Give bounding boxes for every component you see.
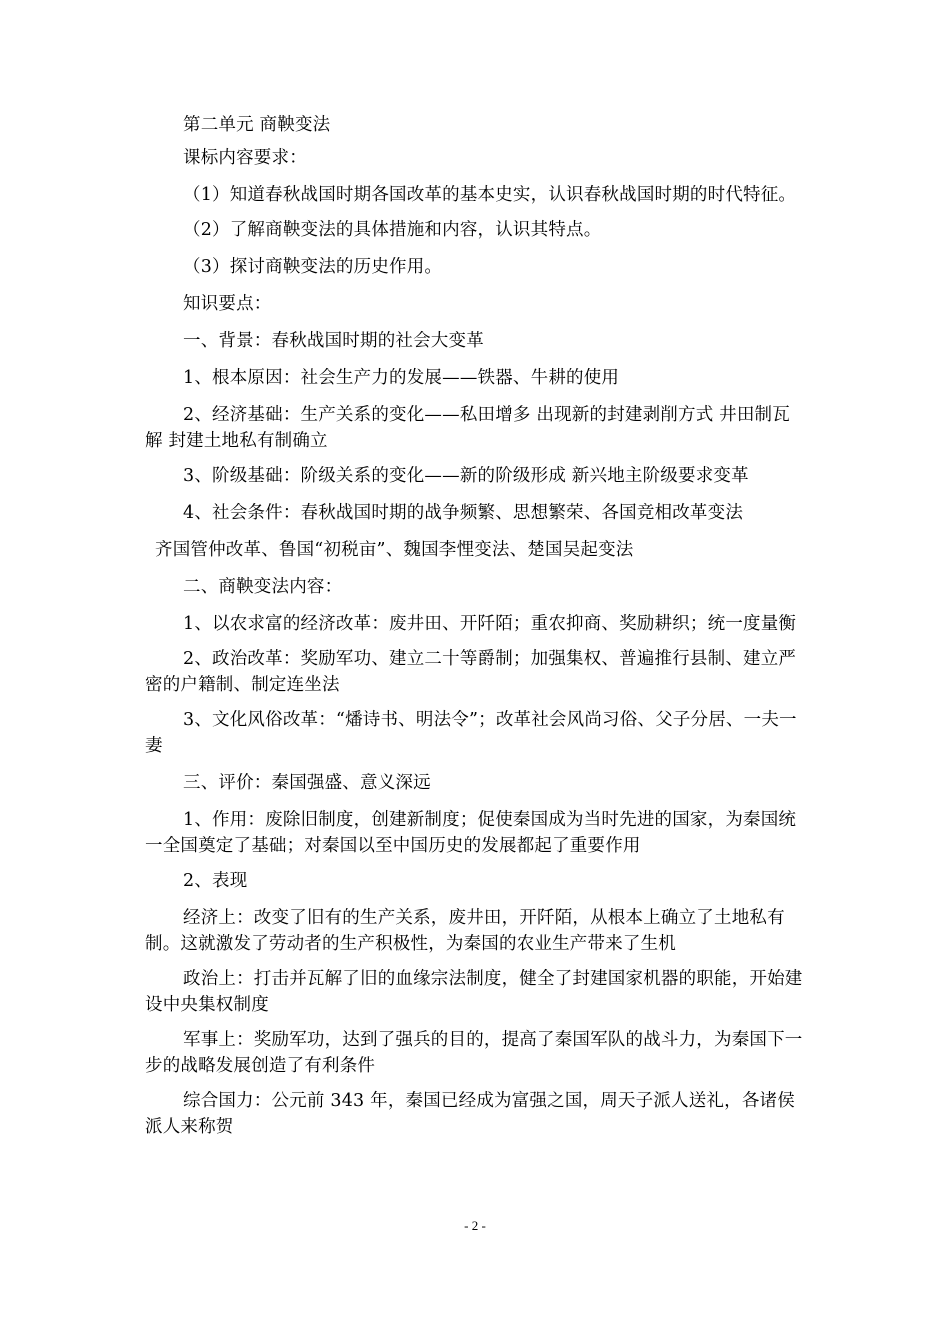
content-point-3: 3、文化风俗改革：“燔诗书、明法令”；改革社会风尚习俗、父子分居、一夫一妻	[145, 710, 797, 756]
background-point-1: 1、根本原因：社会生产力的发展——铁器、牛耕的使用	[183, 368, 620, 388]
document-body	[145, 112, 807, 1149]
background-point-3: 3、阶级基础：阶级关系的变化——新的阶级形成 新兴地主阶级要求变革	[183, 466, 749, 486]
economic-effect: 经济上：改变了旧有的生产关系，废井田，开阡陌，从根本上确立了土地私有制。这就激发了劳动者的生产积极性，为秦国的农业生产带来了生机	[145, 908, 785, 954]
political-effect: 政治上：打击并瓦解了旧的血缘宗法制度，健全了封建国家机器的职能，开始建设中央集权制度	[145, 969, 803, 1015]
overall-strength-effect: 综合国力：公元前 343 年，秦国已经成为富强之国，周天子派人送礼，各诸侯派人来称贺	[145, 1091, 795, 1137]
section-background-heading: 一、背景：春秋战国时期的社会大变革	[183, 331, 484, 351]
requirement-2: （2）了解商鞅变法的具体措施和内容，认识其特点。	[183, 220, 602, 240]
military-effect: 军事上：奖励军功，达到了强兵的目的，提高了秦国军队的战斗力，为秦国下一步的战略发展创造了有利条件	[145, 1030, 803, 1076]
content-point-1: 1、以农求富的经济改革：废井田、开阡陌；重农抑商、奖励耕织；统一度量衡	[183, 614, 797, 634]
requirement-1: （1）知道春秋战国时期各国改革的基本史实，认识春秋战国时期的时代特征。	[183, 185, 797, 205]
background-point-2: 2、经济基础：生产关系的变化——私田增多 出现新的封建剥削方式 井田制瓦解 封建土地私有制确立	[145, 405, 790, 451]
page-number: - 2 -	[464, 1218, 486, 1233]
knowledge-heading: 知识要点：	[183, 294, 272, 314]
evaluation-point-1: 1、作用：废除旧制度，创建新制度；促使秦国成为当时先进的国家，为秦国统一全国奠定了基础；对秦国以至中国历史的发展都起了重要作用	[145, 810, 797, 856]
unit-title: 第二单元 商鞅变法	[183, 115, 331, 135]
curriculum-heading: 课标内容要求：	[183, 148, 307, 168]
evaluation-point-2: 2、表现	[183, 871, 248, 891]
section-evaluation-heading: 三、评价：秦国强盛、意义深远	[183, 773, 431, 793]
background-point-4: 4、社会条件：春秋战国时期的战争频繁、思想繁荣、各国竞相改革变法	[183, 503, 744, 523]
reform-examples: 齐国管仲改革、鲁国“初税亩”、魏国李悝变法、楚国吴起变法	[155, 540, 634, 560]
content-point-2: 2、政治改革：奖励军功、建立二十等爵制；加强集权、普遍推行县制、建立严密的户籍制、制定连坐法	[145, 649, 797, 695]
requirement-3: （3）探讨商鞅变法的历史作用。	[183, 257, 443, 277]
section-content-heading: 二、商鞅变法内容：	[183, 577, 343, 597]
